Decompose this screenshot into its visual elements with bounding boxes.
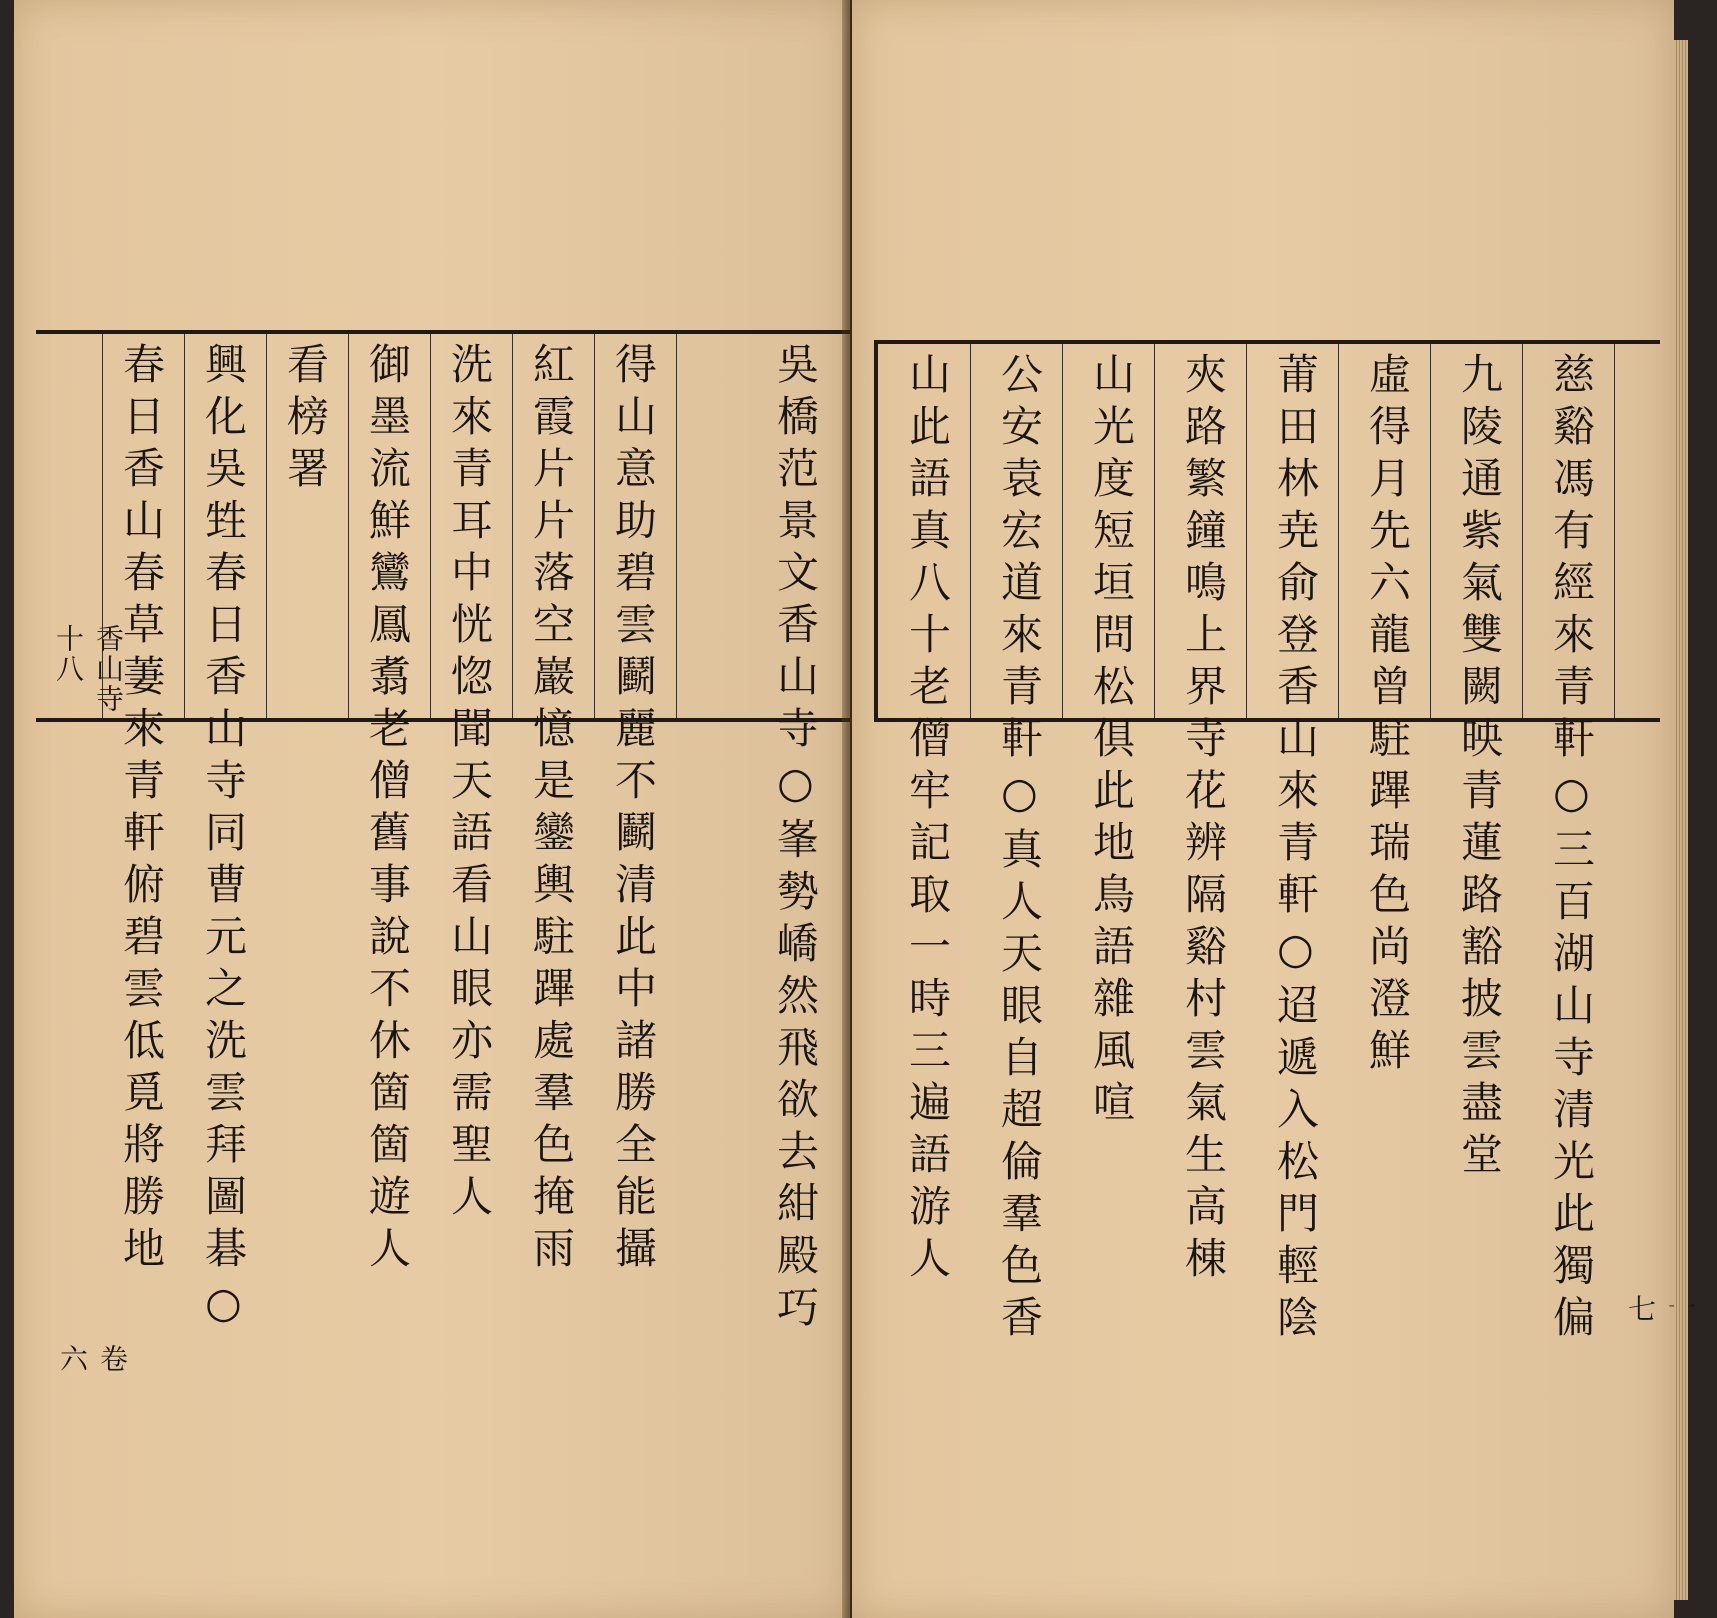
text-column	[348, 334, 431, 1278]
column-text: 看榜署	[281, 342, 330, 498]
column-text: 興化吳甡春日香山寺同曹元之洗雲拜圖碁○	[199, 342, 248, 1337]
text-column	[1062, 344, 1155, 1132]
text-column	[1154, 344, 1247, 1288]
margin-juan: 卷六	[56, 1344, 129, 1374]
folio-number: 七	[1624, 1294, 1657, 1324]
banxin-column	[1614, 344, 1660, 1324]
left-page	[14, 0, 850, 1618]
text-column	[878, 344, 971, 1288]
text-column	[594, 334, 677, 1278]
banxin-column	[36, 334, 129, 1374]
column-text: 九陵通紫氣雙闕映青蓮路豁披雲盡堂	[1455, 352, 1504, 1184]
text-column	[430, 334, 513, 1226]
column-text: 吳橋范景文香山寺○峯勢嶠然飛欲去紺殿巧	[771, 342, 820, 1337]
column-text: 山光度短垣問松俱此地鳥語雜風喧	[1087, 352, 1136, 1132]
text-column	[1522, 344, 1615, 1347]
right-page	[852, 0, 1674, 1618]
column-text: 虛得月先六龍曾駐蹕瑞色尚澄鮮	[1363, 352, 1412, 1080]
left-text-frame	[36, 330, 850, 1374]
text-column	[676, 334, 850, 1337]
margin-title: 香山寺十八	[52, 624, 125, 714]
column-text: 慈谿馮有經來青軒○三百湖山寺清光此獨偏	[1547, 352, 1596, 1347]
column-text: 御墨流鮮鸞鳳翥老僧舊事說不休箇箇遊人	[363, 342, 412, 1278]
text-column	[512, 334, 595, 1278]
column-text: 紅霞片片落空巖憶是鑾輿駐蹕處羣色掩雨	[527, 342, 576, 1278]
text-column	[1338, 344, 1431, 1080]
column-text: 洗來青耳中恍惚聞天語看山眼亦需聖人	[445, 342, 494, 1226]
right-text-frame	[874, 340, 1660, 1347]
column-text: 山此語真八十老僧牢記取一時三遍語游人	[903, 352, 952, 1288]
text-column	[266, 334, 349, 718]
column-text: 公安袁宏道來青軒○真人天眼自超倫羣色香	[995, 352, 1044, 1347]
text-column	[1430, 344, 1523, 1184]
column-text: 莆田林尭俞登香山來青軒○迢遞入松門輕陰	[1271, 352, 1320, 1347]
text-column	[970, 344, 1063, 1347]
column-text: 得山意助碧雲鬬麗不鬬清此中諸勝全能攝	[609, 342, 658, 1278]
column-text: 春日香山春草萋來青軒俯碧雲低覓將勝地	[117, 342, 166, 1278]
text-column	[184, 334, 267, 1337]
column-text: 夾路繁鐘鳴上界寺花辨隔谿村雲氣生高棟	[1179, 352, 1228, 1288]
text-column	[1246, 344, 1339, 1347]
page-stack-edge	[1674, 40, 1688, 1600]
